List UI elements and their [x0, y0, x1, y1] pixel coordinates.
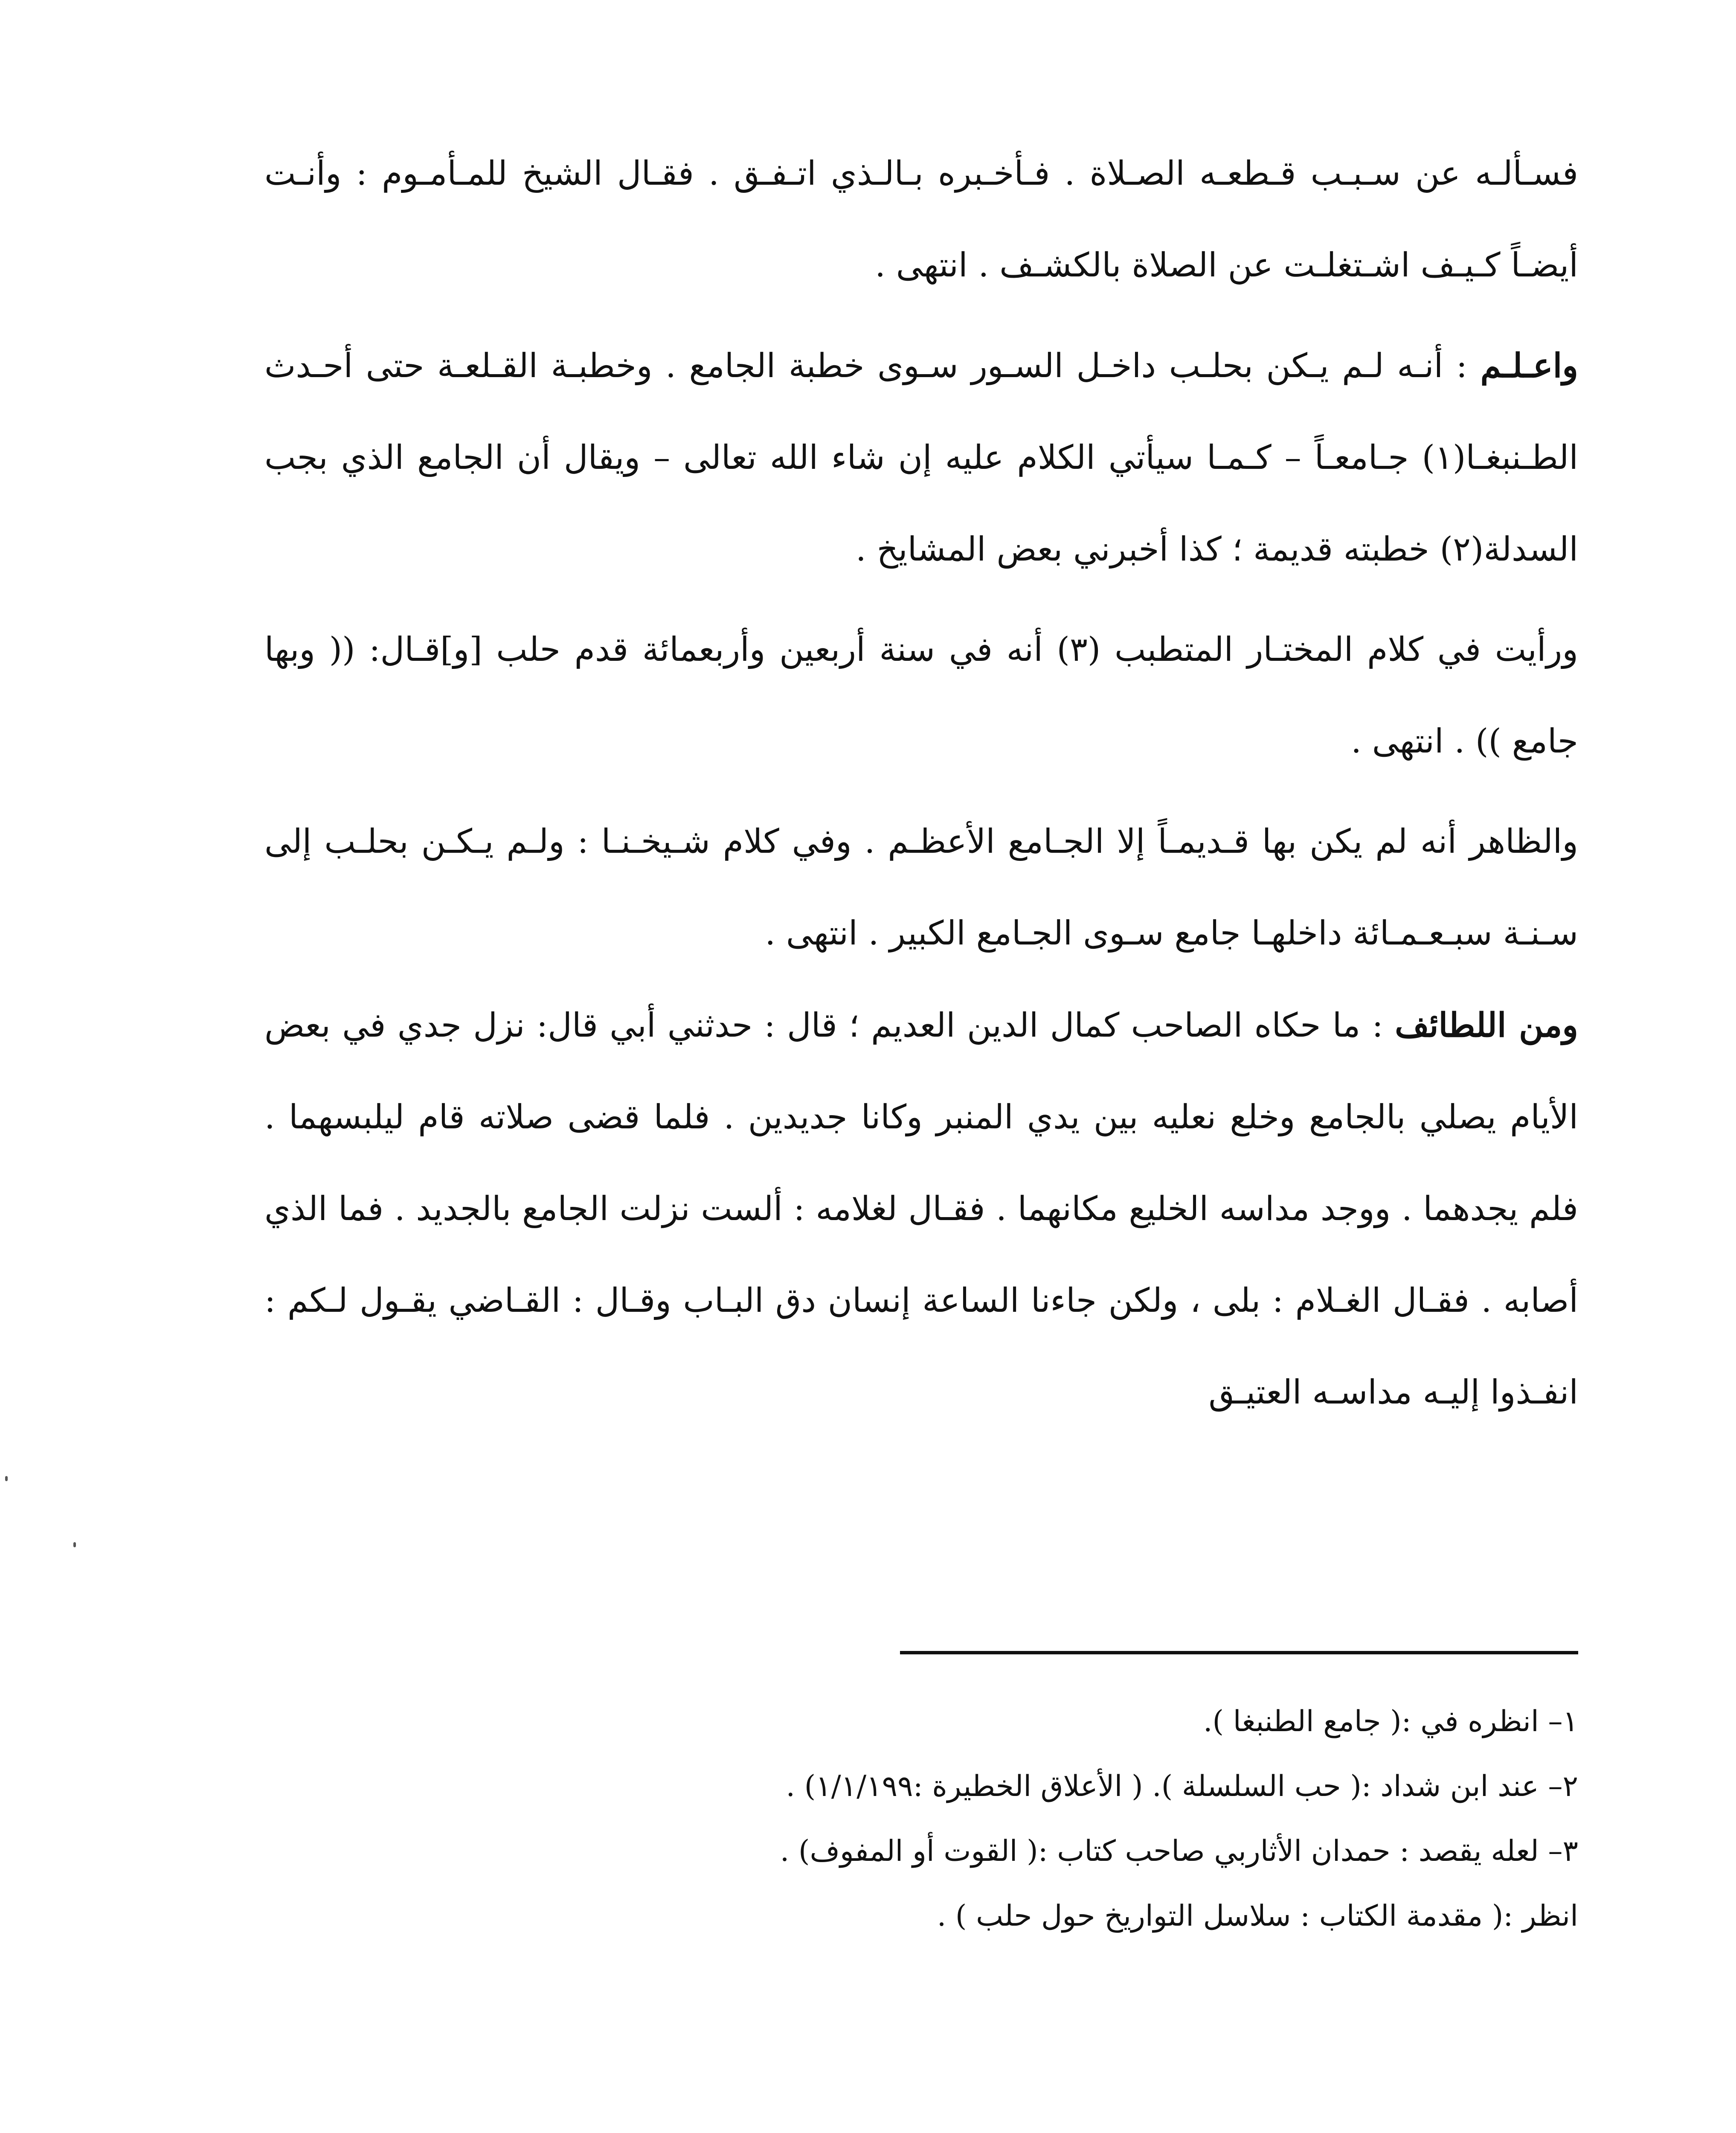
body-text — [264, 128, 1578, 1438]
paragraph-2 — [264, 320, 1578, 596]
paragraph-5 — [264, 979, 1578, 1438]
footnote-2: ٢– عند ابن شداد :( حب السلسلة ). ( الأعلاق الخطيرة :١/١/١٩٩) . — [786, 1770, 1578, 1803]
scan-speck — [73, 1542, 76, 1547]
paragraph-3: ورأيت في كلام المختـار المتطبب (٣) أنه في سنة أربعين وأربعمائة قدم حلب [و]قـال: (( وبها جامع )) . انتهى . — [264, 631, 1578, 761]
footnotes — [384, 1689, 1578, 1949]
paragraph-2-lead: واعـلـم — [1480, 346, 1578, 385]
footnote-divider — [900, 1651, 1578, 1654]
footnote-3: ٣– لعله يقصد : حمدان الأثاربي صاحب كتاب :( القوت أو المفوف) . — [780, 1834, 1578, 1868]
paragraph-1: فسـألـه عن سـبـب قـطعـه الصـلاة . فـأخـبره بـالـذي اتـفـق . فقـال الشيخ للمـأمـوم : وأنـت أيضـاً كـيـف اشـتغلـت عن الصلاة بالكشـف . انتهى . — [264, 154, 1578, 285]
footnote-1: ١– انظره في :( جامع الطنبغا ). — [1203, 1705, 1578, 1738]
paragraph-5-text: : ما حكاه الصاحب كمال الدين العديم ؛ قال : حدثني أبي قال: نزل جدي في بعض الأيام يصلي بالجامع وخلع نعليه بين يدي المنبر وكانا جديدين . فلما قضى صلاته قام ليلبسهما . فلم يجدهما . ووجد مداسه الخليع مكانهما . فقـال لغلامه : ألست نزلت الجامع بالجديد . فما الذي أصابه . فقـال الغـلام : بلى ، ولكن جاءنا الساعة إنسان دق البـاب وقـال : القـاضي يقـول لـكم : انفـذوا إليـه مداسـه العتيـق — [264, 1006, 1578, 1412]
footnote-4: انظر :( مقدمة الكتاب : سلاسل التواريخ حول حلب ) . — [937, 1899, 1578, 1933]
scan-speck — [5, 1476, 8, 1481]
paragraph-5-lead: ومن اللطائف — [1395, 1006, 1578, 1045]
paragraph-2-text: : أنـه لـم يـكن بحلـب داخـل السـور سـوى خطبة الجامع . وخطبـة القـلعـة حتى أحـدث الطـنبغـا(١) جـامعـاً – كـمـا سيأتي الكلام عليه إن شاء الله تعالى – ويقال أن الجامع الذي بجب السدلة(٢) خطبته قديمة ؛ كذا أخبرني بعض المشايخ . — [264, 347, 1578, 569]
paragraph-4: والظاهر أنه لم يكن بها قـديمـاً إلا الجـامع الأعظـم . وفي كلام شـيخـنـا : ولـم يـكـن بحلـب إلى سـنـة سبـعـمـائة داخلهـا جامع سـوى الجـامع الكبير . انتهى . — [264, 822, 1578, 953]
